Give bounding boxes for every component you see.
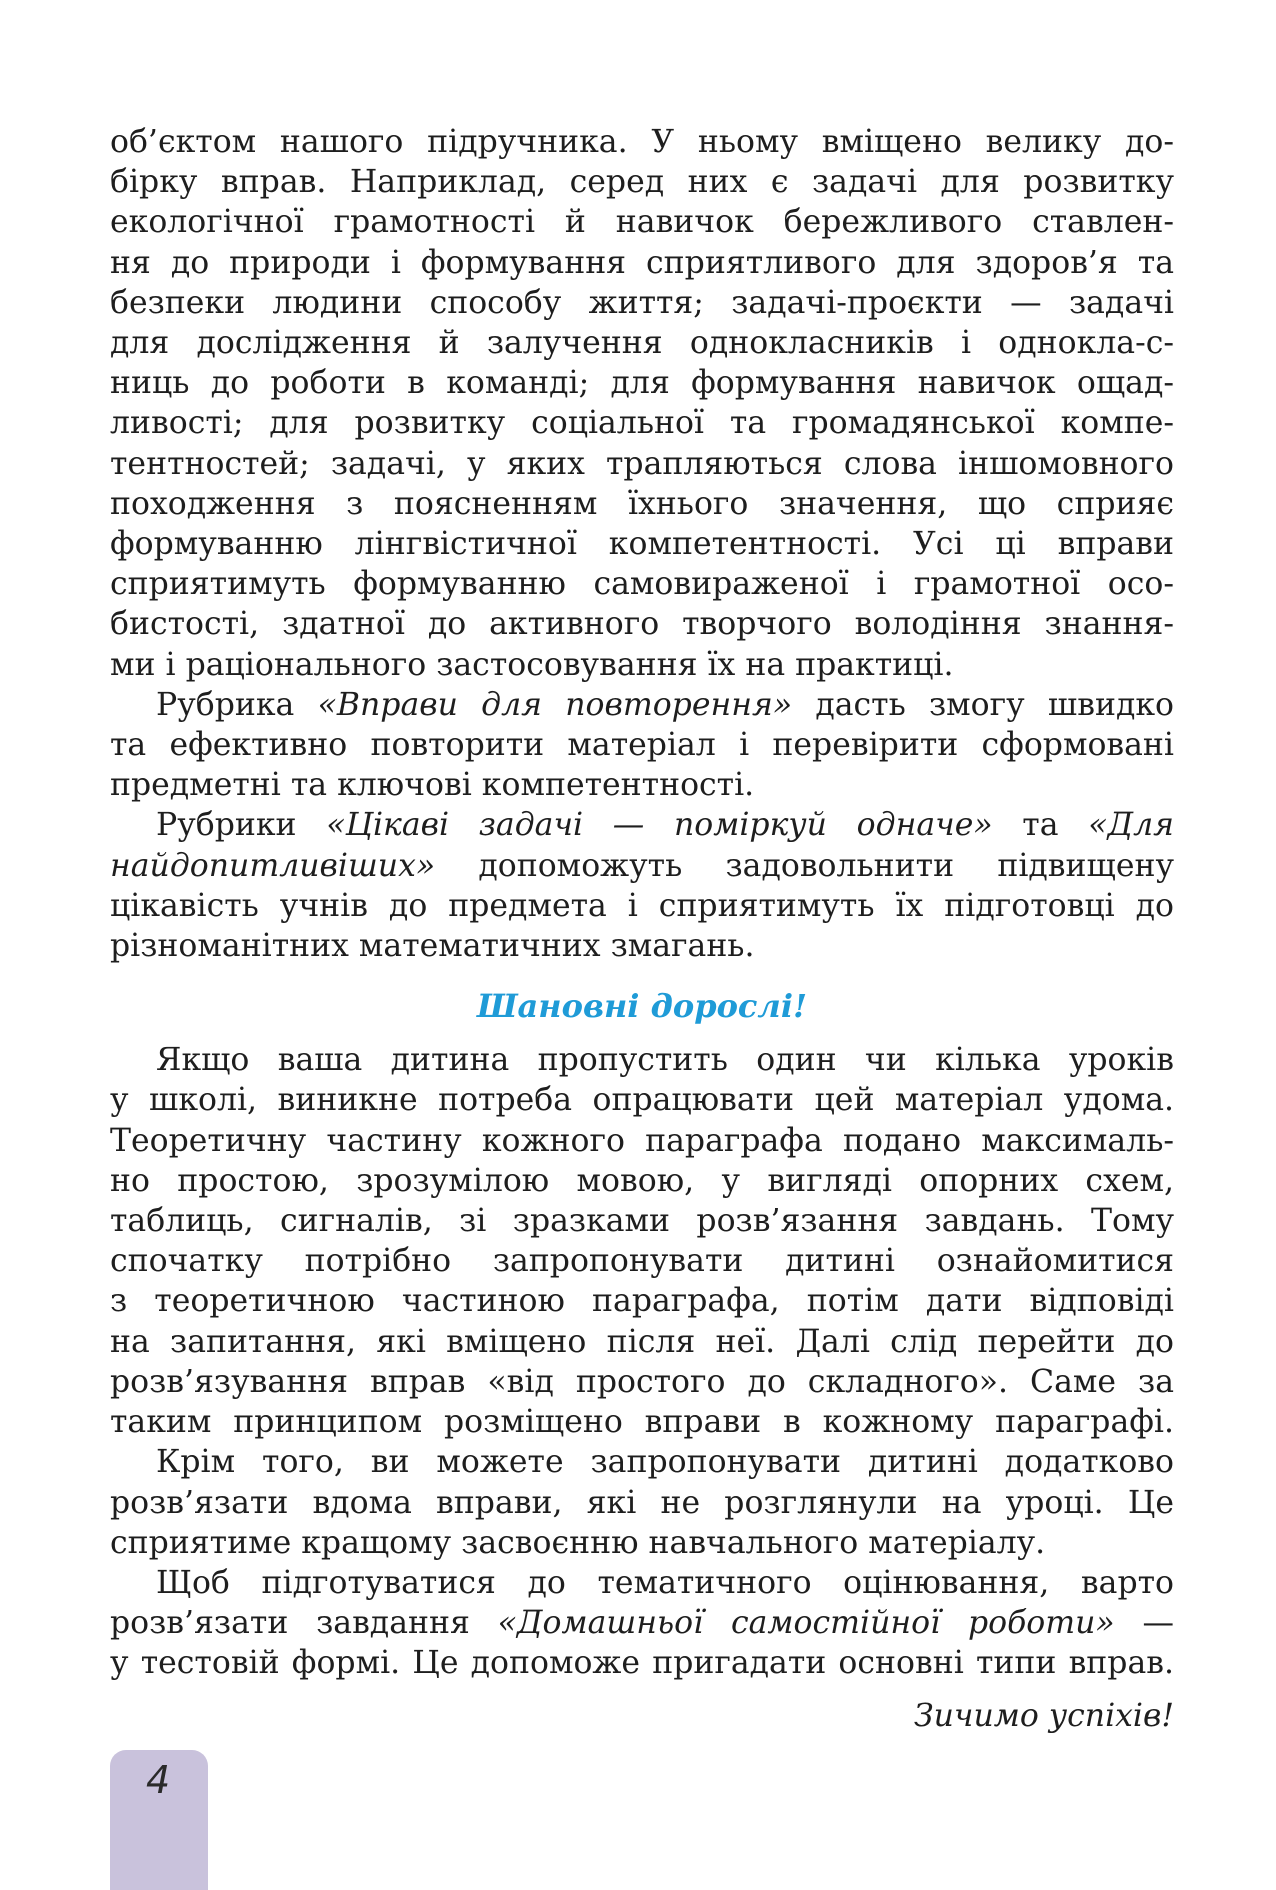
text-line: розв’язати вдома вправи, які не розглянули на уроці. Це xyxy=(110,1484,1174,1521)
page-number-tab xyxy=(110,1750,208,1890)
text-line xyxy=(110,685,1174,725)
rubric-name: «Цікаві задачі — поміркуй одначе» xyxy=(326,807,993,844)
text-line: у тестовій формі. Це допоможе пригадати основні типи вправ. xyxy=(110,1645,1174,1682)
intro-paragraph xyxy=(110,122,1174,685)
text-line: та ефективно повторити матеріал і перевірити сформовані xyxy=(110,727,1174,764)
text-fragment: — xyxy=(1114,1605,1175,1642)
text-line: для дослідження й залучення однокласників і однокла-с- xyxy=(110,325,1174,362)
text-line xyxy=(110,805,1174,845)
text-line: розв’язування вправ «від простого до складного». Саме за xyxy=(110,1363,1174,1400)
text-line: походження з поясненням їхнього значення, що сприяє xyxy=(110,485,1174,522)
text-fragment: та xyxy=(992,807,1089,844)
text-line: сприятимуть формуванню самовираженої і грамотної осо- xyxy=(110,566,1174,603)
repetition-paragraph xyxy=(110,685,1174,806)
text-fragment: допоможуть задовольнити підвищену xyxy=(435,847,1174,884)
adults-paragraph-2 xyxy=(110,1442,1174,1563)
text-line: екологічної грамотності й навичок бережливого ставлен- xyxy=(110,204,1174,241)
curious-paragraph xyxy=(110,805,1174,966)
text-line: бистості, здатної до активного творчого володіння знання- xyxy=(110,606,1174,643)
text-fragment: розв’язати завдання xyxy=(110,1605,498,1642)
rubric-name: «Вправи для повторення» xyxy=(317,686,793,723)
closing-wish: Зичимо успіхів! xyxy=(914,1697,1174,1734)
adults-paragraph-1 xyxy=(110,1040,1174,1442)
text-line: Якщо ваша дитина пропустить один чи кілька уроків xyxy=(156,1042,1174,1079)
text-line: Крім того, ви можете запропонувати дитині додатково xyxy=(156,1444,1174,1481)
page-number: 4 xyxy=(146,1758,171,1802)
text-line: об’єктом нашого підручника. У ньому вміщено велику до- xyxy=(110,124,1174,160)
section-heading: Шановні дорослі! xyxy=(476,987,808,1026)
text-line: ниць до роботи в команді; для формування навичок ощад- xyxy=(110,365,1174,402)
text-line: цікавість учнів до предмета і сприятимуть їх підготовці до xyxy=(110,887,1174,924)
text-line: у школі, виникне потреба опрацювати цей матеріал удома. xyxy=(110,1082,1174,1119)
text-line: спочатку потрібно запропонувати дитині ознайомитися xyxy=(110,1243,1174,1280)
text-line: безпеки людини способу життя; задачі-проєкти — задачі xyxy=(110,284,1174,321)
text-line: з теоретичною частиною параграфа, потім дати відповіді xyxy=(110,1283,1174,1320)
text-fragment: Рубрика xyxy=(156,686,318,723)
text-line: сприятиме кращому засвоєнню навчального матеріалу. xyxy=(110,1524,1046,1561)
text-line: Теоретичну частину кожного параграфа подано максималь- xyxy=(110,1122,1174,1159)
text-line: ня до природи і формування сприятливого для здоров’я та xyxy=(110,244,1174,281)
text-line: предметні та ключові компетентності. xyxy=(110,767,755,804)
text-line xyxy=(110,846,1174,886)
text-line: ми і раціонального застосовування їх на практиці. xyxy=(110,646,954,683)
text-line: таким принципом розміщено вправи в кожному параграфі. xyxy=(110,1404,1174,1441)
text-line: бірку вправ. Наприклад, серед них є задачі для розвитку xyxy=(110,164,1174,201)
rubric-name: «Домашньої самостійної роботи» xyxy=(497,1605,1115,1642)
text-line: формуванню лінгвістичної компетентності. Усі ці вправи xyxy=(110,526,1174,563)
text-line: на запитання, які вміщено після неї. Далі слід перейти до xyxy=(110,1323,1174,1360)
rubric-name: «Для xyxy=(1088,807,1175,844)
text-line: ливості; для розвитку соціальної та громадянської компе- xyxy=(110,405,1174,442)
text-line: різноманітних математичних змагань. xyxy=(110,928,755,965)
text-line: тентностей; задачі, у яких трапляються слова іншомовного xyxy=(110,445,1174,482)
page-content xyxy=(110,122,1174,1736)
text-fragment: Рубрики xyxy=(156,807,327,844)
text-line: Щоб підготуватися до тематичного оцінювання, варто xyxy=(156,1564,1174,1601)
text-line xyxy=(110,1603,1174,1643)
rubric-name: найдопитливіших» xyxy=(110,847,436,884)
text-line: но простою, зрозумілою мовою, у вигляді опорних схем, xyxy=(110,1162,1174,1199)
text-line: таблиць, сигналів, зі зразками розв’язання завдань. Тому xyxy=(110,1203,1174,1240)
text-fragment: дасть змогу швидко xyxy=(792,686,1174,723)
adults-paragraph-3 xyxy=(110,1563,1174,1684)
